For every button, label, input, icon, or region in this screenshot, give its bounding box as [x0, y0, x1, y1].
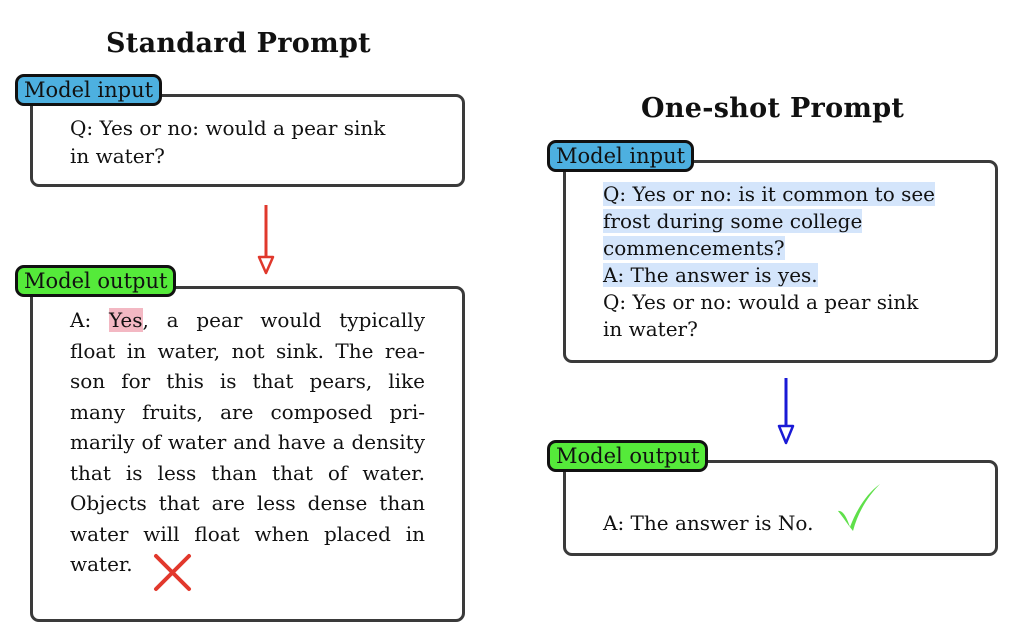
standard-output-line: son for this is that pears, like	[70, 369, 425, 393]
oneshot-example-line: Q: Yes or no: is it common to see	[603, 182, 936, 206]
oneshot-input-text	[603, 181, 935, 343]
standard-output-line: water.	[70, 552, 133, 576]
standard-output-text	[70, 305, 425, 580]
oneshot-input-tag: Model input	[547, 140, 694, 172]
standard-output-line: water will float when placed in	[70, 521, 425, 546]
oneshot-question-line: Q: Yes or no: would a pear sink	[603, 290, 919, 314]
standard-arrow	[256, 203, 276, 283]
highlighted-yes: Yes	[108, 308, 143, 332]
standard-input-tag: Model input	[15, 74, 162, 106]
standard-input-line: in water?	[70, 144, 165, 168]
standard-input-text	[70, 114, 385, 170]
oneshot-question-line: in water?	[603, 317, 698, 341]
standard-input-line: Q: Yes or no: would a pear sink	[70, 116, 386, 140]
standard-output-line: that is less than that of water.	[70, 460, 425, 485]
green-check-icon	[834, 481, 884, 531]
standard-output-line: many fruits, are composed pri-	[70, 399, 425, 424]
standard-output-line: Objects that are less dense than	[70, 491, 425, 515]
standard-prompt-title: Standard Prompt	[106, 28, 371, 59]
standard-output-tag: Model output	[15, 265, 176, 297]
red-cross-icon	[153, 553, 193, 593]
standard-output-line: A: Yes, a pear would typically	[70, 308, 425, 332]
standard-output-line: marily of water and have a density	[70, 430, 425, 454]
standard-output-line: float in water, not sink. The rea-	[70, 338, 425, 363]
oneshot-example-line: A: The answer is yes.	[603, 263, 818, 287]
oneshot-output-text: A: The answer is No.	[603, 511, 814, 535]
oneshot-output-tag: Model output	[547, 440, 708, 472]
oneshot-prompt-title: One-shot Prompt	[641, 93, 905, 124]
oneshot-example-line: frost during some college	[603, 209, 863, 233]
oneshot-arrow	[776, 376, 796, 456]
oneshot-example-line: commencements?	[603, 236, 785, 260]
